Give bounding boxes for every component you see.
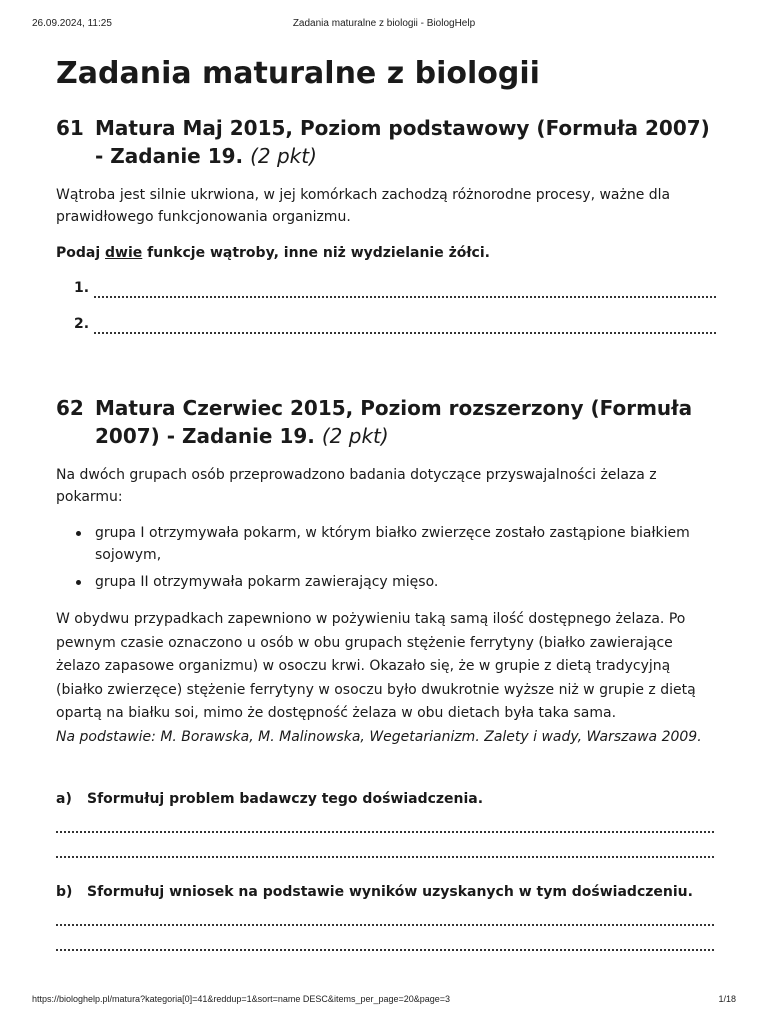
task-intro: Na dwóch grupach osób przeprowadzono badania dotyczące przyswajalności żelaza z pokarmu: (56, 467, 657, 505)
print-datetime: 26.09.2024, 11:25 (32, 18, 112, 29)
dotted-answer-line (94, 332, 716, 334)
page-url: https://biologhelp.pl/matura?kategoria[0]=41&reddup=1&sort=name DESC&items_per_page=20&page=3 (32, 994, 451, 1004)
print-footer (0, 994, 768, 1008)
answer-number: 1. (74, 280, 90, 296)
instruction-text: funkcje wątroby, inne niż wydzielanie żółci. (142, 245, 490, 261)
list-item (56, 571, 716, 593)
subtask-letter: a) (56, 790, 72, 807)
task-points: (2 pkt) (250, 144, 317, 168)
list-item-text: grupa II otrzymywała pokarm zawierający mięso. (95, 574, 439, 590)
task-number: 61 (56, 116, 84, 140)
dotted-answer-line (56, 949, 714, 951)
task-body: W obydwu przypadkach zapewniono w pożywieniu taką samą ilość dostępnego żelaza. Po pewnym czasie oznaczono u osób w obu grupach stężenie ferrytyny (białko zawierające żelazo zapasowe organizmu) w osoczu krwi. Okazało się, że w grupie z dietą tradycyjną (białko zwierzęce) stężenie ferrytyny w osoczu było dwukrotnie wyższe niż w grupie z dietą opartą na białku soi, mimo że dostępność żelaza w obu dietach była taka sama. (56, 611, 696, 721)
instruction-emphasis: dwie (105, 245, 143, 261)
task-instruction (56, 242, 716, 264)
subtask-text: Sformułuj wniosek na podstawie wyników uzyskanych w tym doświadczeniu. (87, 883, 693, 900)
answer-line-2 (56, 316, 716, 352)
subtask-letter: b) (56, 883, 73, 900)
task-number: 62 (56, 396, 84, 420)
instruction-text: Podaj (56, 245, 106, 261)
subtask-a (56, 788, 716, 810)
task-heading (56, 114, 716, 170)
dotted-answer-line (56, 924, 714, 926)
list-item-text: grupa I otrzymywała pokarm, w którym białko zwierzęce zostało zastąpione białkiem sojowym, (95, 525, 690, 563)
print-doc-title: Zadania maturalne z biologii - BiologHelp (292, 18, 476, 29)
dotted-answer-line (56, 856, 714, 858)
answer-line-1 (56, 280, 716, 316)
answer-number: 2. (74, 316, 90, 332)
source-citation: Na podstawie: M. Borawska, M. Malinowska, Wegetarianizm. Zalety i wady, Warszawa 2009. (56, 728, 702, 745)
print-header (0, 14, 768, 30)
task-heading (56, 394, 716, 450)
subtask-text: Sformułuj problem badawczy tego doświadczenia. (87, 790, 484, 807)
task-heading-text: Matura Maj 2015, Poziom podstawowy (Formuła 2007) - Zadanie 19. (95, 116, 710, 168)
list-item (56, 522, 716, 566)
task-points: (2 pkt) (321, 424, 389, 448)
task-61 (56, 114, 716, 352)
dotted-answer-line (56, 831, 714, 833)
subtask-b (56, 881, 716, 903)
task-intro: Wątroba jest silnie ukrwiona, w jej komórkach zachodzą różnorodne procesy, ważne dla prawidłowego funkcjonowania organizmu. (56, 187, 671, 225)
bullet-icon (76, 580, 81, 585)
page-counter: 1/18 (718, 994, 736, 1004)
main-content (56, 56, 716, 951)
task-heading-text: Matura Czerwiec 2015, Poziom rozszerzony (Formuła 2007) - Zadanie 19. (95, 396, 693, 448)
task-62 (56, 394, 716, 951)
dotted-answer-line (94, 296, 716, 298)
page-title: Zadania maturalne z biologii (56, 56, 540, 91)
bullet-list (56, 522, 716, 593)
bullet-icon (76, 531, 81, 536)
